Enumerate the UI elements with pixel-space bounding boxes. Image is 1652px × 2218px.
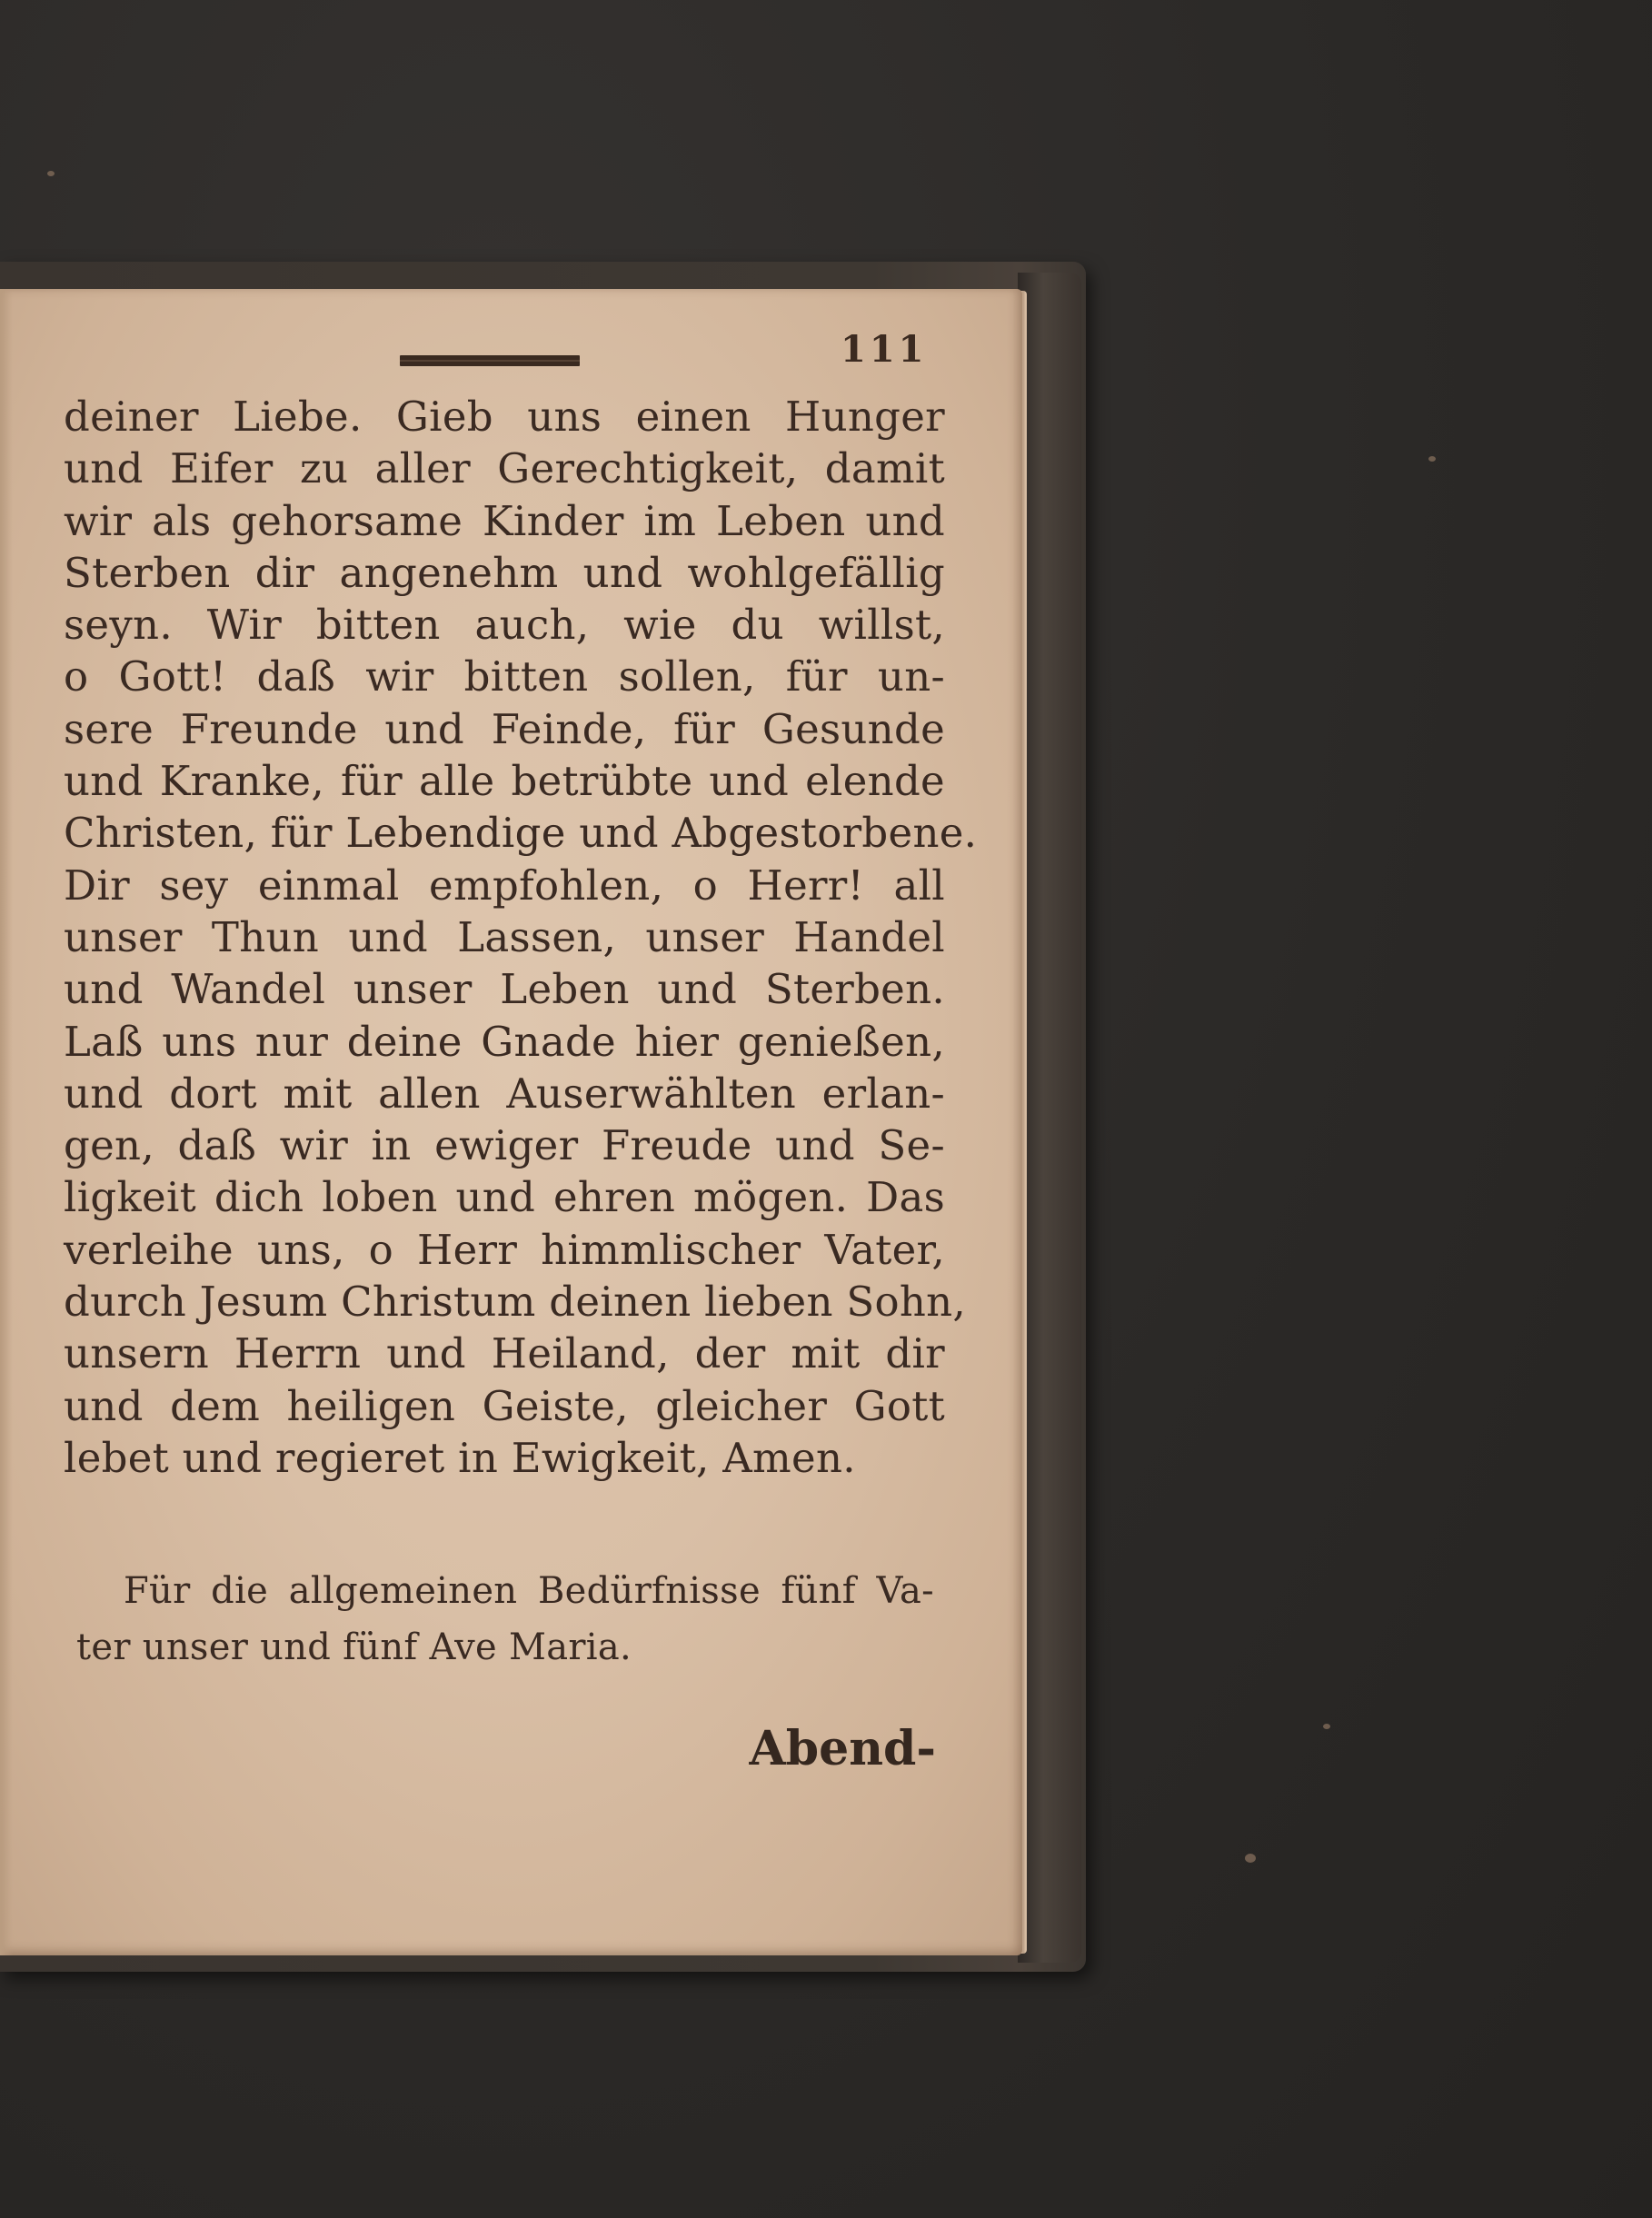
text-line: gen, daß wir in ewiger Freude und Se- <box>64 1121 945 1170</box>
text-line: und dort mit allen Auserwählten erlan- <box>64 1069 945 1118</box>
text-line: verleihe uns, o Herr himmlischer Vater, <box>64 1225 945 1274</box>
text-line: und Wandel unser Leben und Sterben. <box>64 965 945 1014</box>
prayer-text <box>64 391 978 1484</box>
rubric-note <box>76 1563 934 1676</box>
catchword: Abend- <box>749 1721 936 1776</box>
note-line: ter unser und fünf Ave Maria. <box>76 1626 632 1668</box>
text-line: und Kranke, für alle betrübte und elende <box>64 757 945 806</box>
text-line: Laß uns nur deine Gnade hier genießen, <box>64 1017 945 1066</box>
text-line: Christen, für Lebendige und Abgestorbene. <box>64 809 978 858</box>
text-line: und dem heiligen Geiste, gleicher Gott <box>64 1381 945 1430</box>
text-line: Sterben dir angenehm und wohlgefällig <box>64 548 945 597</box>
page-header <box>0 323 1022 377</box>
note-line: Für die allgemeinen Bedürfnisse fünf Va- <box>124 1570 934 1612</box>
dust-speck <box>1245 1854 1256 1863</box>
text-line: seyn. Wir bitten auch, wie du willst, <box>64 601 945 650</box>
text-line: ligkeit dich loben und ehren mögen. Das <box>64 1173 945 1222</box>
header-rule <box>400 355 580 366</box>
text-line: deiner Liebe. Gieb uns einen Hunger <box>64 393 945 441</box>
dust-speck <box>47 171 55 176</box>
text-line: unsern Herrn und Heiland, der mit dir <box>64 1329 945 1378</box>
text-line: durch Jesum Christum deinen lieben Sohn, <box>64 1278 967 1327</box>
text-line: lebet und regieret in Ewigkeit, Amen. <box>64 1433 856 1482</box>
text-line: wir als gehorsame Kinder im Leben und <box>64 496 945 545</box>
text-line: und Eifer zu aller Gerechtigkeit, damit <box>64 444 945 493</box>
text-line: sere Freunde und Feinde, für Gesunde <box>64 704 945 753</box>
text-line: unser Thun und Lassen, unser Handel <box>64 912 945 961</box>
dust-speck <box>1323 1724 1330 1729</box>
text-line: Dir sey einmal empfohlen, o Herr! all <box>64 860 945 910</box>
page-number: 111 <box>841 328 928 371</box>
text-line: o Gott! daß wir bitten sollen, für un- <box>64 652 945 701</box>
dust-speck <box>1428 456 1436 462</box>
book-spine-edge <box>1018 273 1081 1963</box>
